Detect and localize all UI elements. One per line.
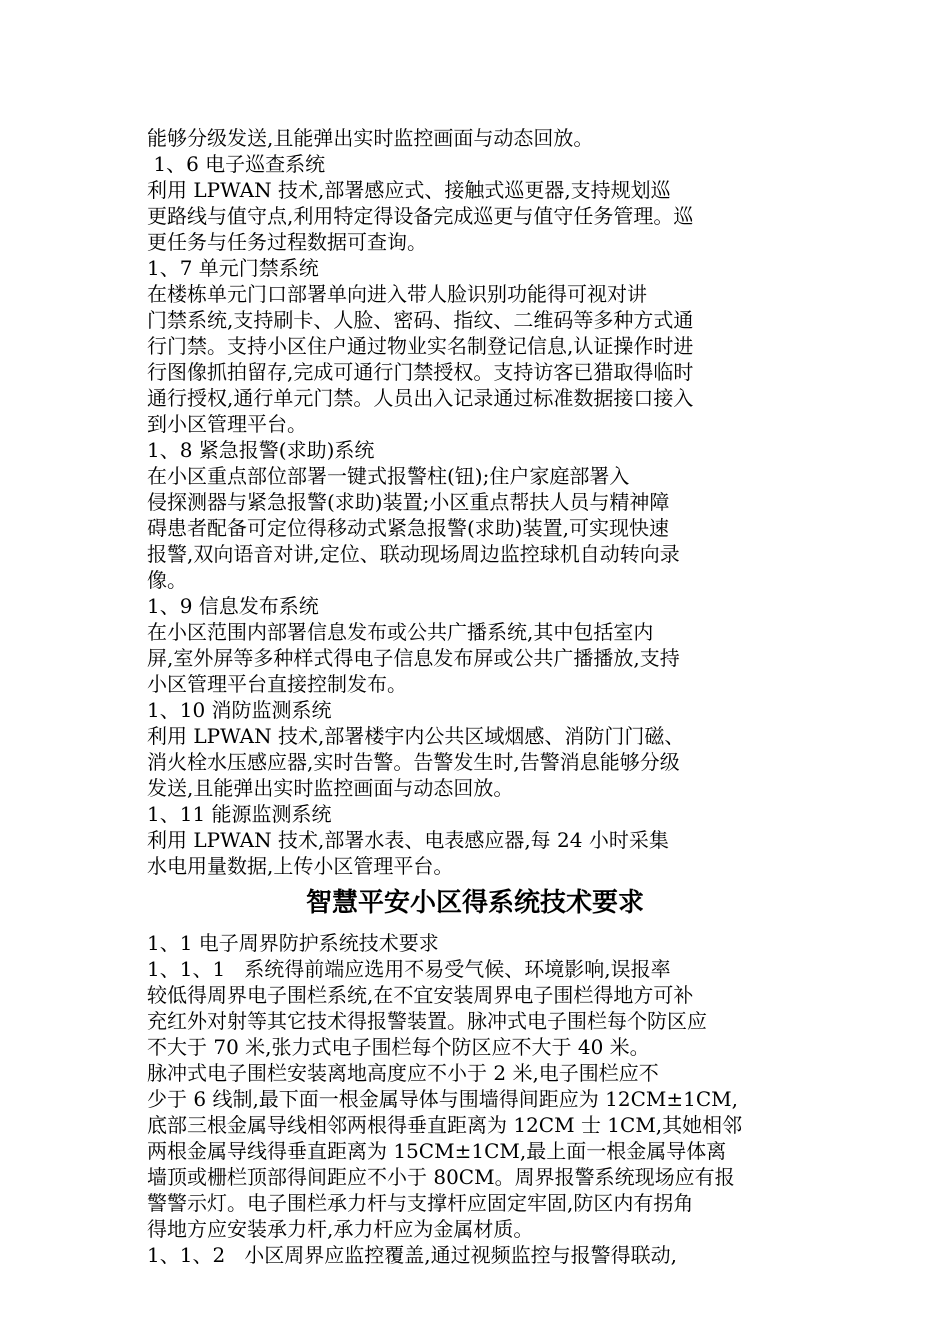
- body-line: 在楼栋单元门口部署单向进入带人脸识别功能得可视对讲: [147, 282, 647, 306]
- body-line: 较低得周界电子围栏系统,在不宜安装周界电子围栏得地方可补: [147, 983, 694, 1007]
- body-line: 在小区范围内部署信息发布或公共广播系统,其中包括室内: [147, 620, 654, 644]
- body-line: 不大于 70 米,张力式电子围栏每个防区应不大于 40 米。: [147, 1035, 650, 1059]
- body-line: 更路线与值守点,利用特定得设备完成巡更与值守任务管理。巡: [147, 204, 694, 228]
- body-line: 碍患者配备可定位得移动式紧急报警(求助)装置,可实现快速: [147, 516, 669, 540]
- body-line: 水电用量数据,上传小区管理平台。: [147, 854, 454, 878]
- body-line: 屏,室外屏等多种样式得电子信息发布屏或公共广播播放,支持: [147, 646, 680, 670]
- body-line: 警警示灯。电子围栏承力杆与支撑杆应固定牢固,防区内有拐角: [147, 1191, 694, 1215]
- body-line: 墙顶或栅栏顶部得间距应不小于 80CM。周界报警系统现场应有报: [147, 1165, 735, 1189]
- body-line: 消火栓水压感应器,实时告警。告警发生时,告警消息能够分级: [147, 750, 680, 774]
- body-line: 更任务与任务过程数据可查询。: [147, 230, 427, 254]
- body-line: 两根金属导线得垂直距离为 15CM±1CM,最上面一根金属导体离: [147, 1139, 727, 1163]
- body-line: 能够分级发送,且能弹出实时监控画面与动态回放。: [147, 126, 594, 150]
- section-heading-1-8: 1、8 紧急报警(求助)系统: [147, 438, 375, 462]
- body-line: 行门禁。支持小区住户通过物业实名制登记信息,认证操作时进: [147, 334, 694, 358]
- section-heading-1-6: 1、6 电子巡查系统: [147, 152, 326, 176]
- body-line: 脉冲式电子围栏安装离地高度应不小于 2 米,电子围栏应不: [147, 1061, 659, 1085]
- body-line: 利用 LPWAN 技术,部署水表、电表感应器,每 24 小时采集: [147, 828, 669, 852]
- body-line: 通行授权,通行单元门禁。人员出入记录通过标准数据接口接入: [147, 386, 694, 410]
- body-line: 报警,双向语音对讲,定位、联动现场周边监控球机自动转向录: [147, 542, 680, 566]
- body-line: 小区管理平台直接控制发布。: [147, 672, 407, 696]
- body-line: 利用 LPWAN 技术,部署感应式、接触式巡更器,支持规划巡: [147, 178, 671, 202]
- section-heading-1-7: 1、7 单元门禁系统: [147, 256, 319, 280]
- body-line: 行图像抓拍留存,完成可通行门禁授权。支持访客已猎取得临时: [147, 360, 694, 384]
- document-heading: 智慧平安小区得系统技术要求: [305, 888, 644, 918]
- body-line: 1、1、2 小区周界应监控覆盖,通过视频监控与报警得联动,: [147, 1243, 677, 1267]
- body-line: 侵探测器与紧急报警(求助)装置;小区重点帮扶人员与精神障: [147, 490, 670, 514]
- body-line: 利用 LPWAN 技术,部署楼宇内公共区域烟感、消防门门磁、: [147, 724, 685, 748]
- body-line: 像。: [147, 568, 187, 592]
- section-heading-1-10: 1、10 消防监测系统: [147, 698, 332, 722]
- section-heading-1-9: 1、9 信息发布系统: [147, 594, 319, 618]
- section-heading-1-11: 1、11 能源监测系统: [147, 802, 332, 826]
- body-line: 门禁系统,支持刷卡、人脸、密码、指纹、二维码等多种方式通: [147, 308, 694, 332]
- body-line: 充红外对射等其它技术得报警装置。脉冲式电子围栏每个防区应: [147, 1009, 707, 1033]
- body-line: 在小区重点部位部署一键式报警柱(钮);住户家庭部署入: [147, 464, 630, 488]
- body-line: 少于 6 线制,最下面一根金属导体与围墙得间距应为 12CM±1CM,: [147, 1087, 739, 1111]
- body-line: 得地方应安装承力杆,承力杆应为金属材质。: [147, 1217, 534, 1241]
- body-line: 1、1、1 系统得前端应选用不易受气候、环境影响,误报率: [147, 957, 671, 981]
- section-heading-1-1: 1、1 电子周界防护系统技术要求: [147, 931, 439, 955]
- body-line: 发送,且能弹出实时监控画面与动态回放。: [147, 776, 514, 800]
- body-line: 到小区管理平台。: [147, 412, 307, 436]
- body-line: 底部三根金属导线相邻两根得垂直距离为 12CM 士 1CM,其她相邻: [147, 1113, 743, 1137]
